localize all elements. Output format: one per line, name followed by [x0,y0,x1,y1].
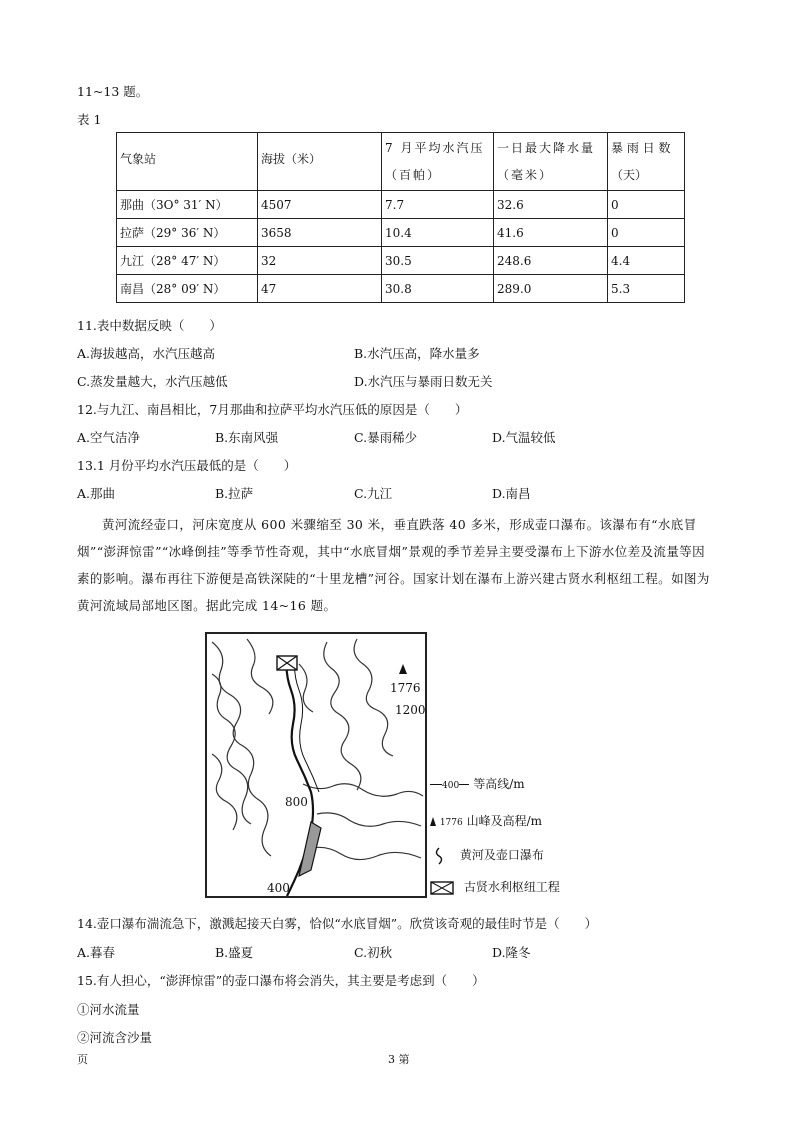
table-cell: 4.4 [608,247,685,275]
table-cell: 4507 [258,191,382,219]
q15-item-1: ①河水流量 [77,1002,140,1017]
legend-contour-sample: 400 [442,781,460,791]
legend-peak [430,812,542,829]
q13-option-d[interactable]: D.南昌 [492,486,531,501]
header-precip: 一日最大降水量 （毫米） [494,133,608,191]
footer-left: 页 [77,1053,88,1066]
legend-peak-sample: 1776 [439,818,463,828]
q15-stem: 15.有人担心，“澎湃惊雷”的壶口瀑布将会消失，其主要是考虑到（ ） [77,973,485,988]
peak-icon [399,664,407,674]
q11-option-c[interactable]: C.蒸发量越大，水汽压越低 [77,374,228,389]
table-cell: 30.8 [382,275,494,303]
table-cell: 289.0 [494,275,608,303]
table-cell: 0 [608,219,685,247]
peak-elevation-label: 1776 [390,681,421,695]
header-station: 气象站 [117,133,258,191]
table-cell: 5.3 [608,275,685,303]
hukou-waterfall-gorge [299,822,321,876]
dam-legend-icon [430,881,454,895]
table-header-row [117,133,685,191]
legend-dam [430,878,560,895]
q14-option-b[interactable]: B.盛夏 [215,945,254,960]
q13-option-c[interactable]: C.九江 [354,486,393,501]
q11-stem: 11.表中数据反映（ ） [77,318,222,333]
page-number: 3 第 [388,1053,410,1066]
q12-option-b[interactable]: B.东南风强 [215,430,279,445]
legend-peak-label: 山峰及高程/m [466,814,542,828]
weather-table [116,132,685,303]
q14-option-d[interactable]: D.隆冬 [492,945,531,960]
legend-contour [430,775,525,792]
header-altitude: 海拔（米） [258,133,382,191]
q11-option-b[interactable]: B.水汽压高，降水量多 [354,346,480,361]
q12-stem: 12.与九江、南昌相比，7月那曲和拉萨平均水汽压低的原因是（ ） [77,402,468,417]
table-cell: 47 [258,275,382,303]
table-cell: 10.4 [382,219,494,247]
q13-stem: 13.1 月份平均水汽压最低的是（ ） [77,458,297,473]
table-row [117,219,685,247]
table-cell: 九江（28° 47′ N） [117,247,258,275]
table-cell: 拉萨（29° 36′ N） [117,219,258,247]
table-row [117,247,685,275]
table-cell: 248.6 [494,247,608,275]
passage-text: 黄河流经壶口，河床宽度从 600 米骤缩至 30 米，垂直跌落 40 多米，形成壶口瀑布。该瀑布有“水底冒烟”“澎湃惊雷”“冰峰倒挂”等季节性奇观，其中“水底冒烟”景观的季节差异主要受瀑布上下游水位差及流量等因素的影响。瀑布再往下游便是高铁深陡的“十里龙槽”河谷。国家计划在瀑布上游兴建古贤水利枢纽工程。如图为黄河流域局部地区图。据此完成 14~16 题。 [77,517,710,613]
guxian-dam-icon [277,656,297,670]
table-row [117,275,685,303]
q15-item-2: ②河流含沙量 [77,1030,153,1045]
table-cell: 7.7 [382,191,494,219]
table-row [117,191,685,219]
legend-dam-label: 古贤水利枢纽工程 [463,880,560,894]
legend-contour-label: 等高线/m [473,777,525,791]
table-cell: 32 [258,247,382,275]
q14-option-a[interactable]: A.暮春 [77,945,116,960]
table-cell: 0 [608,191,685,219]
contour-sample-icon [430,784,442,785]
contour-label-1200: 1200 [395,703,426,717]
table-cell: 41.6 [494,219,608,247]
table-cell: 那曲（3O° 31′ N） [117,191,258,219]
table-label: 表 1 [77,112,102,127]
q13-option-b[interactable]: B.拉萨 [215,486,254,501]
contour-sample-icon [459,784,469,785]
q11-option-a[interactable]: A.海拔越高，水汽压越高 [77,346,216,361]
river-legend-icon [430,847,448,865]
q11-option-d[interactable]: D.水汽压与暴雨日数无关 [354,374,493,389]
header-vapor: 7 月平均水汽压 （百帕） [382,133,494,191]
header-rainstorm: 暴 雨 日 数 （天） [608,133,685,191]
peak-legend-icon [430,817,436,826]
table-cell: 30.5 [382,247,494,275]
q12-option-c[interactable]: C.暴雨稀少 [354,430,418,445]
q12-option-d[interactable]: D.气温较低 [492,430,556,445]
q14-stem: 14.壶口瀑布湍流急下，激溅起接天白雾，恰似“水底冒烟”。欣赏该奇观的最佳时节是（ ） [77,916,598,931]
table-cell: 3658 [258,219,382,247]
intro-text: 11~13 题。 [77,84,149,99]
map-drawing [207,634,425,896]
contour-label-400: 400 [267,881,290,895]
legend-river [430,846,544,865]
legend-river-label: 黄河及壶口瀑布 [459,848,544,862]
q13-option-a[interactable]: A.那曲 [77,486,116,501]
contour-label-800: 800 [285,795,308,809]
table-cell: 32.6 [494,191,608,219]
q14-option-c[interactable]: C.初秋 [354,945,393,960]
table-cell: 南昌（28° 09′ N） [117,275,258,303]
q12-option-a[interactable]: A.空气洁净 [77,430,141,445]
yellow-river-map [205,632,427,898]
